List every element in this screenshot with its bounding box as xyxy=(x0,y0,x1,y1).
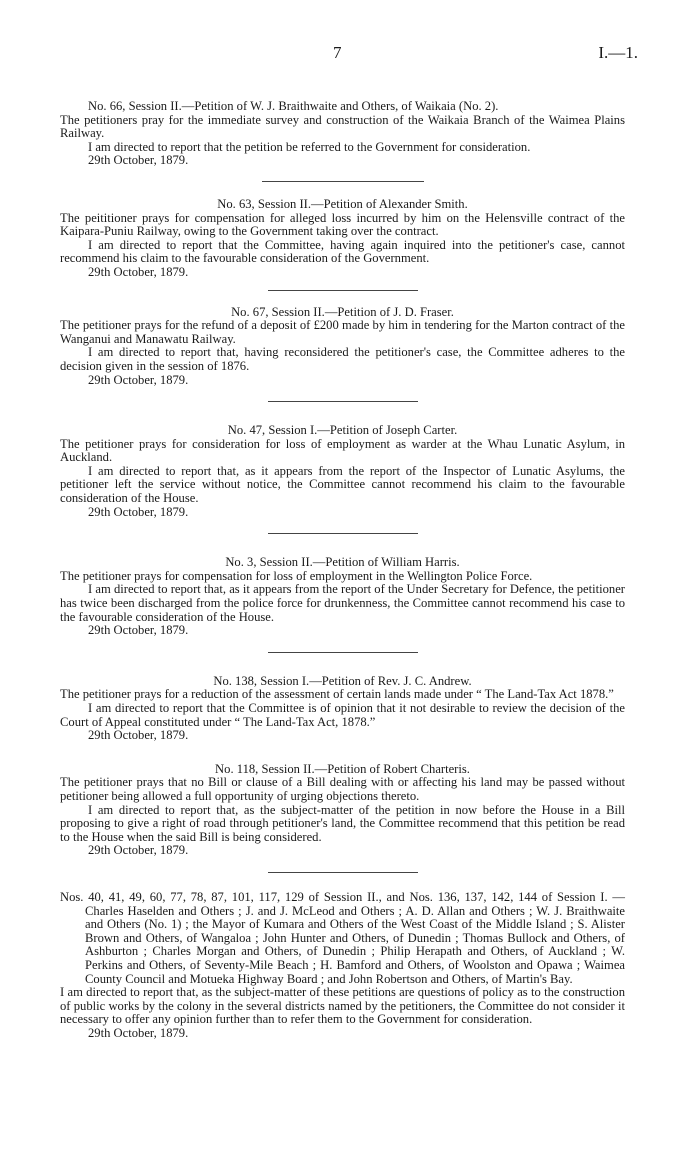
petition-heading: No. 138, Session I.—Petition of Rev. J. C. Andrew. xyxy=(213,673,472,688)
report-date: 29th October, 1879. xyxy=(88,728,189,743)
report-date: 29th October, 1879. xyxy=(88,504,189,519)
section-divider xyxy=(268,872,418,873)
petition-heading: No. 3, Session II.—Petition of William Harris. xyxy=(225,555,460,570)
petition-heading: Nos. 40, 41, 49, 60, 77, 78, 87, 101, 117, 129 of Session II., and Nos. 136, 137, 142, 144 of Session I. —Charles Haselden and Others ; J. and J. McLeod and Others ; A. D. Allan and Others ; W. J. Braithwaite and Others (No. 1) ; the Mayor of Kumara and Others of the West Coast of the Middle Island ; S. Alister Brown and Others, of Wangaloa ; John Hunter and Others, of Dunedin ; Thomas Bullock and Others, of Ashburton ; Charles Morgan and Others, of Dunedin ; Philip Herapath and Others, of Auckland ; W. Perkins and Others, of Seventy-Mile Beach ; H. Bamford and Others, of Woolston and Opawa ; Waimea County Council and Motueka Highway Board ; and John Robertson and Others, of Martin's Bay. xyxy=(60,889,625,986)
committee-report: I am directed to report that, as the subject-matter of these petitions are questions of policy as to the construction of public works by the colony in the several districts named by the petitioners, the Committee do not consider it necessary to offer any opinion further than to refer them to the Government for consideration. xyxy=(60,985,625,1027)
petition-section xyxy=(60,100,625,168)
petition-section xyxy=(60,198,625,280)
committee-report: I am directed to report that, as the subject-matter of the petition in now before the House in a Bill proposing to give a right of road through petitioner's land, the Committee recommend that this petition be read to the House when the said Bill is being considered. xyxy=(60,802,625,844)
petition-heading: No. 66, Session II.—Petition of W. J. Braithwaite and Others, of Waikaia (No. 2). xyxy=(88,99,499,113)
section-divider xyxy=(262,181,424,182)
petition-section xyxy=(60,675,625,743)
report-date: 29th October, 1879. xyxy=(88,153,189,168)
petition-section xyxy=(60,763,625,858)
petition-prayer: The petitioner prays for consideration for loss of employment as warder at the Whau Lunatic Asylum, in Auckland. xyxy=(60,436,625,465)
committee-report: I am directed to report that the Committee is of opinion that it not desirable to review the decision of the Court of Appeal constituted under “ The Land-Tax Act, 1878.” xyxy=(60,701,625,729)
report-date: 29th October, 1879. xyxy=(88,372,189,387)
report-date: 29th October, 1879. xyxy=(88,1025,189,1040)
petition-section xyxy=(60,556,625,638)
petition-heading: No. 67, Session II.—Petition of J. D. Fraser. xyxy=(231,304,454,319)
petition-prayer: The petitioner prays for the refund of a deposit of £200 made by him in tendering for the Marton contract of the Wanganui and Manawatu Railway. xyxy=(60,318,625,346)
section-divider xyxy=(268,652,418,653)
petition-prayer: The petitioner prays that no Bill or clause of a Bill dealing with or affecting his land may be passed without petitioner being allowed a full opportunity of urging objections thereto. xyxy=(60,775,625,803)
petition-heading: No. 118, Session II.—Petition of Robert Charteris. xyxy=(215,761,470,776)
report-date: 29th October, 1879. xyxy=(88,623,189,638)
petition-prayer: The petitioner prays for compensation for loss of employment in the Wellington Police Force. xyxy=(60,568,533,583)
committee-report: I am directed to report that, having reconsidered the petitioner's case, the Committee adheres to the decision given in the session of 1876. xyxy=(60,345,625,373)
committee-report: I am directed to report that, as it appears from the report of the Inspector of Lunatic Asylums, the petitioner left the service without notice, the Committee cannot recommend his claim to the favourable consideration of the House. xyxy=(60,463,625,506)
petition-section xyxy=(60,424,625,519)
committee-report: I am directed to report that the Committee, having again inquired into the petitioner's case, cannot recommend his claim to the favourable consideration of the Government. xyxy=(60,237,625,266)
section-divider xyxy=(268,401,418,402)
document-code: I.—1. xyxy=(598,43,638,62)
petition-prayer: The peititioner prays for compensation for alleged loss incurred by him on the Helensville contract of the Kaipara-Puniu Railway, owing to the Government taking over the contract. xyxy=(60,210,625,239)
petition-prayer: The petitioners pray for the immediate survey and construction of the Waikaia Branch of the Waimea Plains Railway. xyxy=(60,112,625,141)
section-divider xyxy=(268,533,418,534)
petition-heading: No. 47, Session I.—Petition of Joseph Carter. xyxy=(227,423,458,438)
committee-report: I am directed to report that, as it appears from the report of the Under Secretary for Defence, the petitioner has twice been discharged from the police force for drunkenness, the Committee cannot recommend his case to the favourable consideration of the House. xyxy=(60,582,625,624)
petition-heading: No. 63, Session II.—Petition of Alexander Smith. xyxy=(217,196,468,211)
report-date: 29th October, 1879. xyxy=(88,264,189,279)
page-number: 7 xyxy=(333,43,342,62)
committee-report: I am directed to report that the petition be referred to the Government for consideration. xyxy=(88,139,531,154)
report-date: 29th October, 1879. xyxy=(88,843,189,858)
petition-section xyxy=(60,891,625,1041)
section-divider xyxy=(268,290,418,291)
petition-prayer: The petitioner prays for a reduction of the assessment of certain lands made under “ The Land-Tax Act 1878.” xyxy=(60,687,614,702)
petition-section xyxy=(60,306,625,388)
page-content xyxy=(60,100,625,1040)
section-spacer xyxy=(60,743,625,763)
